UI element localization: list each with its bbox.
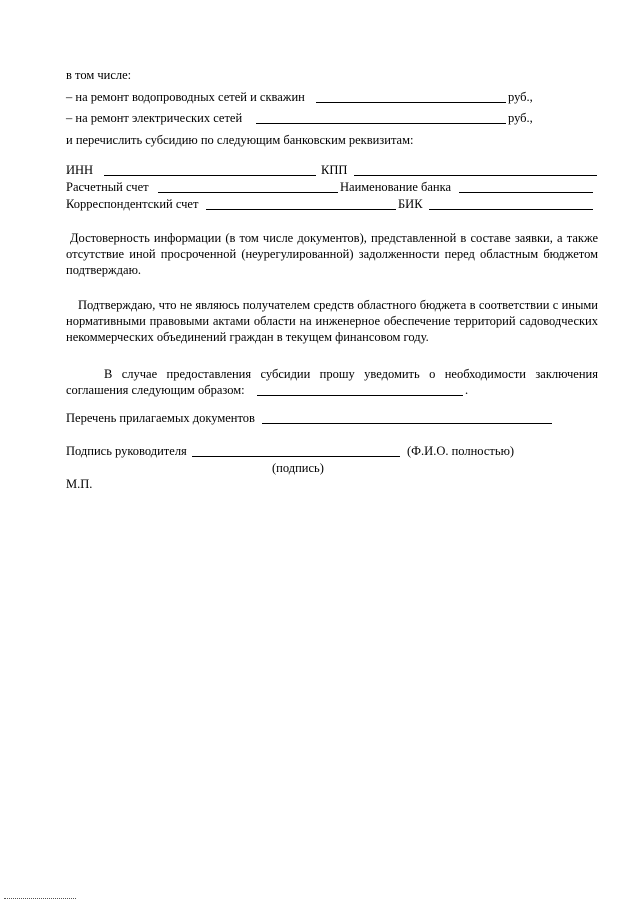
water-repair-amount-field[interactable] xyxy=(316,102,506,103)
bank-name-field[interactable] xyxy=(459,192,593,193)
fio-label: (Ф.И.О. полностью) xyxy=(407,444,515,458)
transfer-label: и перечислить субсидию по следующим банковским реквизитам: xyxy=(66,133,414,147)
documents-label: Перечень прилагаемых документов xyxy=(66,411,255,425)
water-repair-label: – на ремонт водопроводных сетей и скважин xyxy=(66,90,305,104)
account-field[interactable] xyxy=(158,192,338,193)
bank-name-label: Наименование банка xyxy=(340,180,452,194)
bik-label: БИК xyxy=(398,197,423,211)
signature-field[interactable] xyxy=(192,456,400,457)
stamp-label: М.П. xyxy=(66,477,93,491)
inn-field[interactable] xyxy=(104,175,316,176)
notify-period: . xyxy=(465,383,469,397)
account-label: Расчетный счет xyxy=(66,180,149,194)
footer-divider xyxy=(4,898,76,899)
notify-paragraph-line2: соглашения следующим образом: xyxy=(66,383,245,397)
reliability-paragraph: Достоверность информации (в том числе документов), представленной в составе заявки, а также отсутствие иной просроченной (неурегулированной) задолженности перед областным бюджетом подтверждаю. xyxy=(66,231,598,277)
kpp-field[interactable] xyxy=(354,175,597,176)
signature-caption: (подпись) xyxy=(272,461,324,475)
signature-label: Подпись руководителя xyxy=(66,444,187,458)
corr-account-label: Корреспондентский счет xyxy=(66,197,199,211)
notify-method-field[interactable] xyxy=(257,395,463,396)
documents-field[interactable] xyxy=(262,423,552,424)
electric-repair-label: – на ремонт электрических сетей xyxy=(66,111,243,125)
bik-field[interactable] xyxy=(429,209,593,210)
electric-repair-amount-field[interactable] xyxy=(256,123,506,124)
notify-paragraph-line1: В случае предоставления субсидии прошу уведомить о необходимости заключения xyxy=(104,367,598,381)
kpp-label: КПП xyxy=(321,163,348,177)
water-currency: руб., xyxy=(508,90,533,104)
electric-currency: руб., xyxy=(508,111,533,125)
including-label: в том числе: xyxy=(66,68,132,82)
inn-label: ИНН xyxy=(66,163,94,177)
corr-account-field[interactable] xyxy=(206,209,396,210)
confirmation-paragraph: Подтверждаю, что не являюсь получателем средств областного бюджета в соответствии с иными нормативными правовыми актами области на инженерное обеспечение территорий садоводческих некоммерческих объединений граждан в текущем финансовом году. xyxy=(66,298,598,344)
